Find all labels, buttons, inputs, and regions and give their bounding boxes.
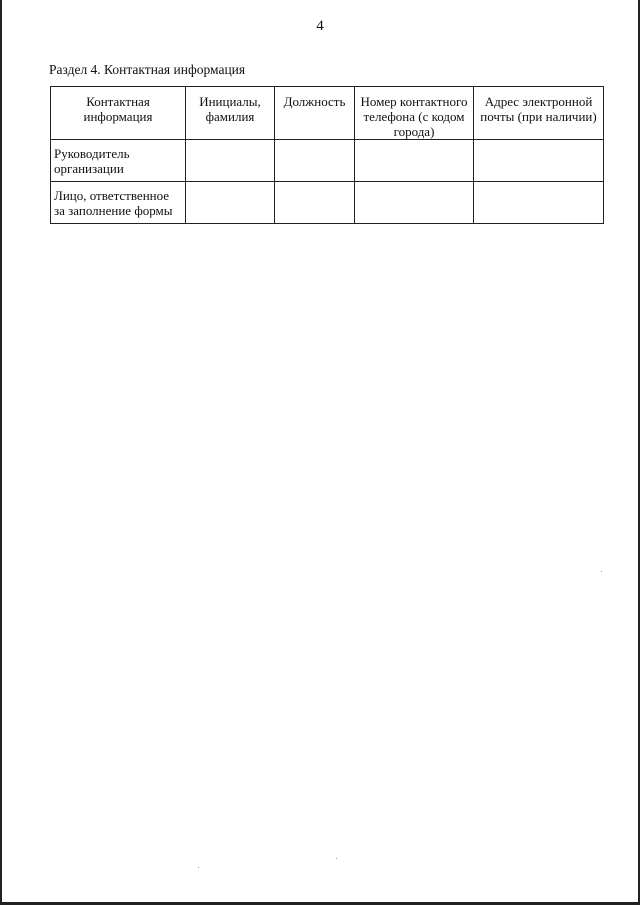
scan-speck (198, 867, 199, 868)
cell-phone[interactable] (355, 140, 474, 182)
cell-position[interactable] (275, 140, 355, 182)
header-phone: Номер контактного телефона (с кодом города) (355, 87, 474, 140)
cell-phone[interactable] (355, 182, 474, 224)
contact-info-table (50, 86, 604, 224)
cell-initials-surname[interactable] (186, 182, 275, 224)
table-row (51, 140, 604, 182)
header-position: Должность (275, 87, 355, 140)
section-title: Раздел 4. Контактная информация (49, 62, 246, 77)
table-header-row (51, 87, 604, 140)
cell-email[interactable] (474, 182, 604, 224)
cell-position[interactable] (275, 182, 355, 224)
header-contact-info: Контактная информация (51, 87, 186, 140)
header-initials-surname: Инициалы, фамилия (186, 87, 275, 140)
row-label-head-of-organization: Руководитель организации (51, 140, 186, 182)
cell-email[interactable] (474, 140, 604, 182)
page-number: 4 (316, 18, 324, 34)
table-row (51, 182, 604, 224)
header-email: Адрес электронной почты (при наличии) (474, 87, 604, 140)
scan-speck (336, 858, 337, 859)
scan-speck (601, 571, 602, 572)
cell-initials-surname[interactable] (186, 140, 275, 182)
row-label-responsible-person: Лицо, ответственное за заполнение формы (51, 182, 186, 224)
